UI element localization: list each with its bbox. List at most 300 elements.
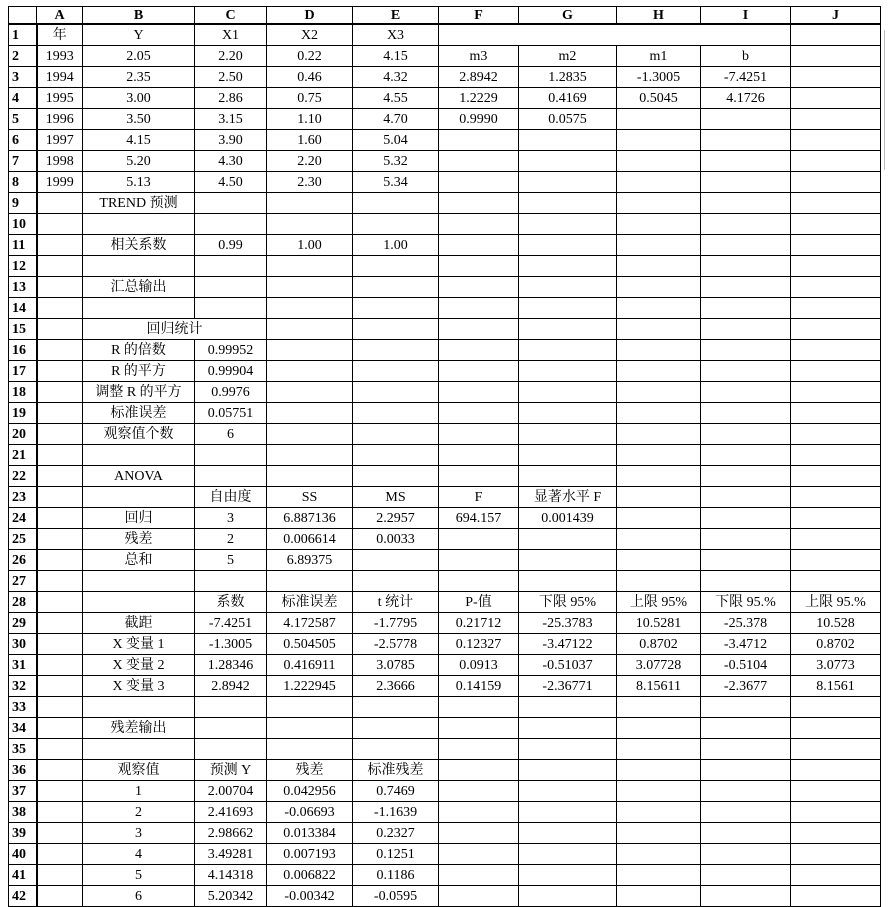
cell-e10[interactable] [353,214,439,235]
cell-e18[interactable] [353,382,439,403]
cell-i16[interactable] [701,340,791,361]
cell-d17[interactable] [267,361,353,382]
cell-h39[interactable] [617,823,701,844]
cell-h4[interactable]: 0.5045 [617,88,701,109]
cell-f1[interactable] [439,24,791,46]
cell-a7[interactable]: 1998 [37,151,83,172]
cell-h42[interactable] [617,886,701,907]
cell-c27[interactable] [195,571,267,592]
cell-b20[interactable]: 观察值个数 [83,424,195,445]
cell-h28[interactable]: 上限 95% [617,592,701,613]
cell-g41[interactable] [519,865,617,886]
column-header-a[interactable]: A [37,7,83,25]
cell-h33[interactable] [617,697,701,718]
cell-i6[interactable] [701,130,791,151]
cell-h9[interactable] [617,193,701,214]
cell-j15[interactable] [791,319,881,340]
cell-a36[interactable] [37,760,83,781]
cell-g36[interactable] [519,760,617,781]
cell-b31[interactable]: X 变量 2 [83,655,195,676]
cell-c11[interactable]: 0.99 [195,235,267,256]
row-header[interactable]: 31 [9,655,37,676]
cell-f28[interactable]: P-值 [439,592,519,613]
cell-c12[interactable] [195,256,267,277]
cell-i34[interactable] [701,718,791,739]
cell-e8[interactable]: 5.34 [353,172,439,193]
cell-b8[interactable]: 5.13 [83,172,195,193]
cell-h24[interactable] [617,508,701,529]
cell-d4[interactable]: 0.75 [267,88,353,109]
cell-h3[interactable]: -1.3005 [617,67,701,88]
cell-a29[interactable] [37,613,83,634]
cell-b33[interactable] [83,697,195,718]
cell-g14[interactable] [519,298,617,319]
cell-e39[interactable]: 0.2327 [353,823,439,844]
cell-d22[interactable] [267,466,353,487]
cell-d23[interactable]: SS [267,487,353,508]
cell-h27[interactable] [617,571,701,592]
cell-f37[interactable] [439,781,519,802]
cell-c18[interactable]: 0.9976 [195,382,267,403]
row-header[interactable]: 27 [9,571,37,592]
cell-e32[interactable]: 2.3666 [353,676,439,697]
cell-j32[interactable]: 8.1561 [791,676,881,697]
column-header-j[interactable]: J [791,7,881,25]
cell-a27[interactable] [37,571,83,592]
column-header-f[interactable]: F [439,7,519,25]
cell-f24[interactable]: 694.157 [439,508,519,529]
cell-h25[interactable] [617,529,701,550]
cell-g13[interactable] [519,277,617,298]
cell-i26[interactable] [701,550,791,571]
cell-i39[interactable] [701,823,791,844]
cell-a11[interactable] [37,235,83,256]
cell-d1[interactable]: X2 [267,24,353,46]
cell-b5[interactable]: 3.50 [83,109,195,130]
cell-j20[interactable] [791,424,881,445]
cell-f34[interactable] [439,718,519,739]
cell-a34[interactable] [37,718,83,739]
cell-b23[interactable] [83,487,195,508]
cell-b27[interactable] [83,571,195,592]
cell-i17[interactable] [701,361,791,382]
cell-j38[interactable] [791,802,881,823]
row-header[interactable]: 24 [9,508,37,529]
cell-e25[interactable]: 0.0033 [353,529,439,550]
cell-j27[interactable] [791,571,881,592]
cell-d18[interactable] [267,382,353,403]
cell-a22[interactable] [37,466,83,487]
cell-g3[interactable]: 1.2835 [519,67,617,88]
cell-c24[interactable]: 3 [195,508,267,529]
cell-f15[interactable] [439,319,519,340]
row-header[interactable]: 11 [9,235,37,256]
cell-d29[interactable]: 4.172587 [267,613,353,634]
cell-g7[interactable] [519,151,617,172]
cell-d8[interactable]: 2.30 [267,172,353,193]
row-header[interactable]: 16 [9,340,37,361]
cell-a17[interactable] [37,361,83,382]
row-header[interactable]: 2 [9,46,37,67]
cell-h15[interactable] [617,319,701,340]
cell-b2[interactable]: 2.05 [83,46,195,67]
cell-c8[interactable]: 4.50 [195,172,267,193]
cell-f33[interactable] [439,697,519,718]
cell-g29[interactable]: -25.3783 [519,613,617,634]
cell-c40[interactable]: 3.49281 [195,844,267,865]
row-header[interactable]: 17 [9,361,37,382]
cell-e15[interactable] [353,319,439,340]
cell-h7[interactable] [617,151,701,172]
cell-g38[interactable] [519,802,617,823]
cell-h41[interactable] [617,865,701,886]
cell-a9[interactable] [37,193,83,214]
row-header[interactable]: 7 [9,151,37,172]
cell-d24[interactable]: 6.887136 [267,508,353,529]
cell-f22[interactable] [439,466,519,487]
cell-j14[interactable] [791,298,881,319]
cell-e13[interactable] [353,277,439,298]
cell-g21[interactable] [519,445,617,466]
cell-c5[interactable]: 3.15 [195,109,267,130]
cell-f5[interactable]: 0.9990 [439,109,519,130]
cell-j35[interactable] [791,739,881,760]
row-header[interactable]: 33 [9,697,37,718]
cell-f13[interactable] [439,277,519,298]
row-header[interactable]: 15 [9,319,37,340]
cell-g23[interactable]: 显著水平 F [519,487,617,508]
cell-b15[interactable]: 回归统计 [83,319,267,340]
cell-d21[interactable] [267,445,353,466]
cell-i24[interactable] [701,508,791,529]
cell-h30[interactable]: 0.8702 [617,634,701,655]
cell-f42[interactable] [439,886,519,907]
cell-i29[interactable]: -25.378 [701,613,791,634]
cell-f27[interactable] [439,571,519,592]
cell-g31[interactable]: -0.51037 [519,655,617,676]
cell-i25[interactable] [701,529,791,550]
cell-a31[interactable] [37,655,83,676]
cell-b16[interactable]: R 的倍数 [83,340,195,361]
cell-c2[interactable]: 2.20 [195,46,267,67]
cell-j28[interactable]: 上限 95.% [791,592,881,613]
cell-b25[interactable]: 残差 [83,529,195,550]
cell-h10[interactable] [617,214,701,235]
cell-a14[interactable] [37,298,83,319]
cell-f41[interactable] [439,865,519,886]
cell-g10[interactable] [519,214,617,235]
cell-e12[interactable] [353,256,439,277]
cell-i18[interactable] [701,382,791,403]
cell-b10[interactable] [83,214,195,235]
cell-a8[interactable]: 1999 [37,172,83,193]
cell-i14[interactable] [701,298,791,319]
corner-cell[interactable] [9,7,37,25]
cell-c33[interactable] [195,697,267,718]
cell-h29[interactable]: 10.5281 [617,613,701,634]
cell-i35[interactable] [701,739,791,760]
cell-g24[interactable]: 0.001439 [519,508,617,529]
cell-c19[interactable]: 0.05751 [195,403,267,424]
cell-j9[interactable] [791,193,881,214]
cell-e41[interactable]: 0.1186 [353,865,439,886]
cell-f2[interactable]: m3 [439,46,519,67]
cell-b4[interactable]: 3.00 [83,88,195,109]
cell-i5[interactable] [701,109,791,130]
row-header[interactable]: 42 [9,886,37,907]
cell-a37[interactable] [37,781,83,802]
cell-e26[interactable] [353,550,439,571]
row-header[interactable]: 12 [9,256,37,277]
cell-j7[interactable] [791,151,881,172]
cell-j11[interactable] [791,235,881,256]
cell-d15[interactable] [267,319,353,340]
cell-b36[interactable]: 观察值 [83,760,195,781]
cell-j5[interactable] [791,109,881,130]
cell-j19[interactable] [791,403,881,424]
cell-d12[interactable] [267,256,353,277]
cell-j30[interactable]: 0.8702 [791,634,881,655]
cell-j42[interactable] [791,886,881,907]
cell-d20[interactable] [267,424,353,445]
cell-i31[interactable]: -0.5104 [701,655,791,676]
cell-b21[interactable] [83,445,195,466]
cell-b22[interactable]: ANOVA [83,466,195,487]
cell-a33[interactable] [37,697,83,718]
cell-b30[interactable]: X 变量 1 [83,634,195,655]
cell-d37[interactable]: 0.042956 [267,781,353,802]
cell-e34[interactable] [353,718,439,739]
cell-a23[interactable] [37,487,83,508]
cell-b14[interactable] [83,298,195,319]
cell-e6[interactable]: 5.04 [353,130,439,151]
cell-c26[interactable]: 5 [195,550,267,571]
cell-j41[interactable] [791,865,881,886]
cell-f6[interactable] [439,130,519,151]
row-header[interactable]: 26 [9,550,37,571]
cell-e31[interactable]: 3.0785 [353,655,439,676]
cell-g32[interactable]: -2.36771 [519,676,617,697]
cell-d36[interactable]: 残差 [267,760,353,781]
cell-e2[interactable]: 4.15 [353,46,439,67]
cell-d39[interactable]: 0.013384 [267,823,353,844]
cell-a42[interactable] [37,886,83,907]
cell-h14[interactable] [617,298,701,319]
cell-j1[interactable] [791,24,881,46]
cell-c9[interactable] [195,193,267,214]
cell-a38[interactable] [37,802,83,823]
cell-e14[interactable] [353,298,439,319]
cell-g27[interactable] [519,571,617,592]
cell-a40[interactable] [37,844,83,865]
cell-c37[interactable]: 2.00704 [195,781,267,802]
cell-f11[interactable] [439,235,519,256]
cell-a18[interactable] [37,382,83,403]
cell-h13[interactable] [617,277,701,298]
cell-j24[interactable] [791,508,881,529]
cell-g2[interactable]: m2 [519,46,617,67]
cell-g16[interactable] [519,340,617,361]
cell-i22[interactable] [701,466,791,487]
cell-g11[interactable] [519,235,617,256]
cell-b6[interactable]: 4.15 [83,130,195,151]
cell-d2[interactable]: 0.22 [267,46,353,67]
cell-b12[interactable] [83,256,195,277]
cell-e24[interactable]: 2.2957 [353,508,439,529]
cell-c41[interactable]: 4.14318 [195,865,267,886]
cell-f31[interactable]: 0.0913 [439,655,519,676]
cell-g30[interactable]: -3.47122 [519,634,617,655]
cell-d33[interactable] [267,697,353,718]
cell-i42[interactable] [701,886,791,907]
cell-a20[interactable] [37,424,83,445]
row-header[interactable]: 32 [9,676,37,697]
cell-e30[interactable]: -2.5778 [353,634,439,655]
cell-f12[interactable] [439,256,519,277]
row-header[interactable]: 35 [9,739,37,760]
cell-d25[interactable]: 0.006614 [267,529,353,550]
cell-c34[interactable] [195,718,267,739]
cell-d13[interactable] [267,277,353,298]
cell-i41[interactable] [701,865,791,886]
cell-i13[interactable] [701,277,791,298]
cell-g20[interactable] [519,424,617,445]
cell-j8[interactable] [791,172,881,193]
cell-h11[interactable] [617,235,701,256]
cell-j40[interactable] [791,844,881,865]
row-header[interactable]: 21 [9,445,37,466]
cell-d35[interactable] [267,739,353,760]
cell-g6[interactable] [519,130,617,151]
row-header[interactable]: 18 [9,382,37,403]
cell-c10[interactable] [195,214,267,235]
cell-a2[interactable]: 1993 [37,46,83,67]
column-header-e[interactable]: E [353,7,439,25]
cell-f20[interactable] [439,424,519,445]
cell-j21[interactable] [791,445,881,466]
cell-a35[interactable] [37,739,83,760]
cell-e40[interactable]: 0.1251 [353,844,439,865]
cell-b19[interactable]: 标准误差 [83,403,195,424]
cell-e9[interactable] [353,193,439,214]
cell-d5[interactable]: 1.10 [267,109,353,130]
cell-h23[interactable] [617,487,701,508]
cell-e4[interactable]: 4.55 [353,88,439,109]
cell-c35[interactable] [195,739,267,760]
cell-h38[interactable] [617,802,701,823]
cell-d10[interactable] [267,214,353,235]
cell-e22[interactable] [353,466,439,487]
cell-a15[interactable] [37,319,83,340]
cell-i15[interactable] [701,319,791,340]
cell-b34[interactable]: 残差输出 [83,718,195,739]
cell-b32[interactable]: X 变量 3 [83,676,195,697]
column-header-c[interactable]: C [195,7,267,25]
cell-i33[interactable] [701,697,791,718]
cell-f3[interactable]: 2.8942 [439,67,519,88]
cell-e16[interactable] [353,340,439,361]
cell-j18[interactable] [791,382,881,403]
cell-g12[interactable] [519,256,617,277]
row-header[interactable]: 19 [9,403,37,424]
row-header[interactable]: 29 [9,613,37,634]
cell-g22[interactable] [519,466,617,487]
row-header[interactable]: 22 [9,466,37,487]
row-header[interactable]: 23 [9,487,37,508]
cell-c14[interactable] [195,298,267,319]
cell-f9[interactable] [439,193,519,214]
cell-d11[interactable]: 1.00 [267,235,353,256]
cell-a3[interactable]: 1994 [37,67,83,88]
cell-b42[interactable]: 6 [83,886,195,907]
cell-e27[interactable] [353,571,439,592]
cell-g4[interactable]: 0.4169 [519,88,617,109]
row-header[interactable]: 28 [9,592,37,613]
cell-e19[interactable] [353,403,439,424]
cell-f36[interactable] [439,760,519,781]
cell-e35[interactable] [353,739,439,760]
cell-c22[interactable] [195,466,267,487]
cell-d14[interactable] [267,298,353,319]
cell-i11[interactable] [701,235,791,256]
cell-c7[interactable]: 4.30 [195,151,267,172]
row-header[interactable]: 3 [9,67,37,88]
cell-j36[interactable] [791,760,881,781]
cell-b18[interactable]: 调整 R 的平方 [83,382,195,403]
cell-g17[interactable] [519,361,617,382]
row-header[interactable]: 30 [9,634,37,655]
cell-d38[interactable]: -0.06693 [267,802,353,823]
cell-i19[interactable] [701,403,791,424]
cell-b41[interactable]: 5 [83,865,195,886]
cell-e38[interactable]: -1.1639 [353,802,439,823]
cell-h5[interactable] [617,109,701,130]
cell-i36[interactable] [701,760,791,781]
cell-j17[interactable] [791,361,881,382]
cell-a6[interactable]: 1997 [37,130,83,151]
cell-a26[interactable] [37,550,83,571]
row-header[interactable]: 38 [9,802,37,823]
cell-e11[interactable]: 1.00 [353,235,439,256]
cell-d7[interactable]: 2.20 [267,151,353,172]
row-header[interactable]: 40 [9,844,37,865]
cell-b38[interactable]: 2 [83,802,195,823]
cell-j39[interactable] [791,823,881,844]
cell-d6[interactable]: 1.60 [267,130,353,151]
cell-a10[interactable] [37,214,83,235]
row-header[interactable]: 37 [9,781,37,802]
cell-c42[interactable]: 5.20342 [195,886,267,907]
cell-f39[interactable] [439,823,519,844]
cell-h22[interactable] [617,466,701,487]
column-header-b[interactable]: B [83,7,195,25]
cell-c3[interactable]: 2.50 [195,67,267,88]
cell-b24[interactable]: 回归 [83,508,195,529]
cell-c31[interactable]: 1.28346 [195,655,267,676]
row-header[interactable]: 4 [9,88,37,109]
cell-g19[interactable] [519,403,617,424]
cell-a21[interactable] [37,445,83,466]
cell-i27[interactable] [701,571,791,592]
row-header[interactable]: 8 [9,172,37,193]
cell-d32[interactable]: 1.222945 [267,676,353,697]
cell-d42[interactable]: -0.00342 [267,886,353,907]
cell-j23[interactable] [791,487,881,508]
cell-d16[interactable] [267,340,353,361]
cell-e3[interactable]: 4.32 [353,67,439,88]
cell-c32[interactable]: 2.8942 [195,676,267,697]
row-header[interactable]: 13 [9,277,37,298]
